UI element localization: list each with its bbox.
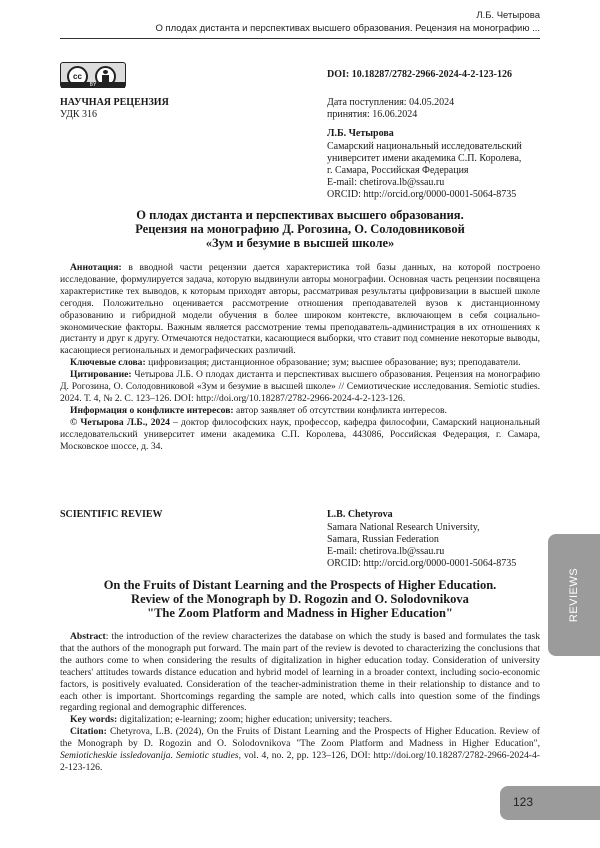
- abstract-en: [60, 631, 540, 714]
- affiliation-ru-line1: Самарский национальный исследовательский: [327, 141, 522, 152]
- article-title-ru-line2: Рецензия на монографию Д. Рогозина, О. Солодовниковой: [135, 222, 465, 236]
- author-orcid-en[interactable]: ORCID: http://orcid.org/0000-0001-5064-8735: [327, 558, 517, 569]
- author-email-ru[interactable]: E-mail: chetirova.lb@ssau.ru: [327, 177, 445, 188]
- page-number-tab: [500, 786, 600, 820]
- article-title-en-line3: "The Zoom Platform and Madness in Higher Education": [147, 606, 453, 620]
- keywords-en-text: digitalization; e-learning; zoom; higher education; university; teachers.: [117, 714, 393, 726]
- keywords-ru-label: Ключевые слова:: [70, 357, 146, 369]
- citation-en-text-b: vol. 4, no. 2, pp. 123–126, DOI: http://doi.org/10.18287/2782-2966-2024-4-2-123-126.: [60, 750, 540, 773]
- abstract-ru-block: [60, 262, 540, 453]
- author-orcid-ru[interactable]: ORCID: http://orcid.org/0000-0001-5064-8735: [327, 189, 517, 200]
- author-email-en[interactable]: E-mail: chetirova.lb@ssau.ru: [327, 546, 445, 557]
- udk: УДК 316: [60, 109, 98, 120]
- copyright-ru-label: © Четырова Л.Б., 2024: [70, 416, 170, 428]
- article-title-en-line2: Review of the Monograph by D. Rogozin and O. Solodovnikova: [131, 592, 469, 606]
- cc-by-license-badge[interactable]: [60, 62, 126, 88]
- section-label-ru: НАУЧНАЯ РЕЦЕНЗИЯ: [60, 97, 169, 108]
- citation-en-journal: Semioticheskie issledovanija. Semiotic studies,: [60, 750, 241, 762]
- conflict-ru-text: автор заявляет об отсутствии конфликта интересов.: [233, 404, 447, 416]
- section-label-en: SCIENTIFIC REVIEW: [60, 509, 163, 520]
- running-header-title: О плодах дистанта и перспективах высшего образования. Рецензия на монографию ...: [155, 23, 540, 34]
- abstract-ru-text: в вводной части рецензии дается характеристика той базы данных, на которой построено исследование, формулируется задача, которую выдвинули авторы монографии. Основная часть рецензии посвящена характеристике тех выводов, к которым приходят авторы, рассматривая результаты цифровизации в высшей школе сегодня. Положительно оценивается рассмотрение отношения преподавателей вузов к дистанционному образованию и гибридной модели обучения в более широком контексте, включающем в себя социально-экономические факторы. Важным является рассмотрение темы преподаватель-администрация в их отношениях к дистанту и друг к другу. Отмечаются недостатки, касающиеся выборки, что ставит под сомнение некоторые выводы, касающиеся региональных и демографических различий.: [60, 262, 540, 357]
- affiliation-ru-line2: университет имени академика С.П. Королева,: [327, 153, 522, 164]
- article-title-ru-line1: О плодах дистанта и перспективах высшего образования.: [136, 208, 464, 222]
- page-number: 123: [513, 795, 534, 809]
- received-date: Дата поступления: 04.05.2024: [327, 97, 455, 108]
- affiliation-ru-line3: г. Самара, Российская Федерация: [327, 165, 469, 176]
- section-side-tab: [548, 534, 600, 656]
- article-title-en-line1: On the Fruits of Distant Learning and the Prospects of Higher Education.: [103, 578, 497, 592]
- citation-ru: [60, 369, 540, 405]
- conflict-ru-label: Информация о конфликте интересов:: [70, 404, 234, 416]
- abstract-en-block: [60, 631, 540, 774]
- abstract-en-text: : the introduction of the review characterizes the database on which the study is based and formulates the task that the authors of the monograph put forward. The main part of the review is devoted to characterizing the conclusions that the authors come to when considering the results of digitalization in higher education today. Consideration of university teachers' attitudes towards distance education and hybrid model of learning in a broader context, including socio-economic factors, is positively evaluated. Consideration of the teacher-administration theme in their relationship to distance and to each other is important. Shortcomings regarding the sample are noted, which calls into question some of the findings regarding regional and demographic differences.: [60, 631, 540, 714]
- citation-ru-label: Цитирование:: [70, 369, 132, 381]
- keywords-en: [60, 714, 540, 726]
- doi[interactable]: DOI: 10.18287/2782-2966-2024-4-2-123-126: [327, 69, 512, 80]
- by-label: BY: [61, 82, 125, 88]
- accepted-date: принятия: 16.06.2024: [327, 109, 418, 120]
- running-header-author: Л.Б. Четырова: [476, 10, 540, 21]
- citation-ru-text: Четырова Л.Б. О плодах дистанта и перспективах высшего образования. Рецензия на монографию Д. Рогозина, О. Солодовниковой «Зум и безумие в высшей школе» // Семиотические исследования. Semiotic studies. 2024. Т. 4, № 2. С. 123–126. DOI: http://doi.org/10.18287/2782-2966-2024-4-2-123-126.: [60, 369, 540, 404]
- keywords-ru-text: цифровизация; дистанционное образование; зум; высшее образование; вуз; преподаватели.: [145, 357, 521, 369]
- keywords-en-label: Key words:: [70, 714, 118, 726]
- abstract-en-label: Abstract: [70, 631, 106, 642]
- citation-en-label: Citation:: [70, 726, 107, 738]
- abstract-ru-label: Аннотация:: [70, 262, 122, 273]
- affiliation-en-line1: Samara National Research University,: [327, 522, 480, 533]
- article-title-ru-line3: «Зум и безумие в высшей школе»: [205, 236, 395, 250]
- citation-en: [60, 726, 540, 774]
- section-side-tab-label: REVIEWS: [568, 567, 580, 623]
- keywords-ru: [60, 357, 540, 369]
- author-name-en: L.B. Chetyrova: [327, 509, 393, 520]
- copyright-ru-text: – доктор философских наук, профессор, кафедра философии, Самарский национальный исследовательский университет имени академика С.П. Королева, 443086, Российская Федерация, г. Самара, Московское шоссе, д. 34.: [60, 416, 540, 452]
- affiliation-en-line2: Samara, Russian Federation: [327, 534, 439, 545]
- conflict-ru: [60, 405, 540, 417]
- citation-en-text-a: Chetyrova, L.B. (2024), On the Fruits of Distant Learning and the Prospects of Higher Education. Review of the Monograph by D. Rogozin and O. Solodovnikova "The Zoom Platform and Madness in Higher Education",: [60, 726, 540, 750]
- author-name-ru: Л.Б. Четырова: [327, 128, 394, 139]
- copyright-ru: [60, 417, 540, 453]
- abstract-ru: [60, 262, 540, 357]
- creative-commons-icon: cc: [67, 66, 88, 87]
- header-rule: [60, 38, 540, 39]
